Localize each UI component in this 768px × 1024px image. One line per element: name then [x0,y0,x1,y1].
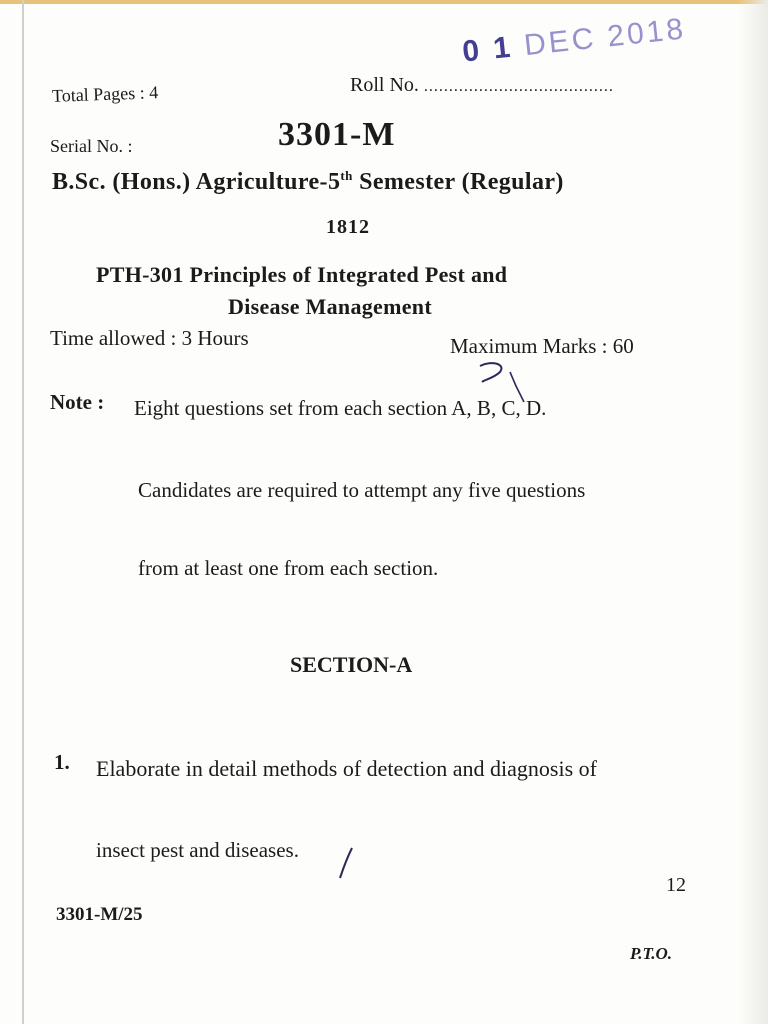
pen-slash-mark-icon [336,846,356,880]
degree-sup: th [340,168,353,183]
note-line-1: Eight questions set from each section A, B, C, D. [134,396,547,420]
note-line-2: Candidates are required to attempt any five questions [138,478,586,502]
course-code: 1812 [326,216,370,238]
course-title-line-2: Disease Management [228,294,432,319]
question-line-2: insect pest and diseases. [96,838,299,862]
date-stamp-day: 0 1 [460,30,515,69]
roll-no-dots: ...................................... [423,78,614,95]
time-allowed: Time allowed : 3 Hours [50,326,249,350]
roll-no-label: Roll No. [350,74,419,96]
date-stamp [461,12,688,69]
roll-no [350,74,614,97]
total-pages: Total Pages : 4 [51,82,159,106]
paper-code: 3301-M [278,116,396,153]
degree-suffix: Semester (Regular) [352,169,564,195]
course-title-line-1: PTH-301 Principles of Integrated Pest and [96,262,508,287]
paper-right-shadow [738,0,768,1024]
please-turn-over: P.T.O. [630,944,673,963]
note-line-3: from at least one from each section. [138,556,439,580]
degree-line [52,168,564,196]
footer-paper-code: 3301-M/25 [56,904,143,925]
paper-top-edge [0,0,768,4]
paper-left-edge [22,0,24,1024]
degree-prefix: B.Sc. (Hons.) Agriculture-5 [52,169,341,195]
question-number: 1. [54,750,70,774]
note-label: Note : [50,390,105,414]
date-stamp-rest: DEC 2018 [522,12,688,63]
question-marks: 12 [666,874,686,896]
maximum-marks: Maximum Marks : 60 [450,334,634,358]
serial-no-label: Serial No. : [50,136,133,156]
section-title: SECTION-A [290,652,413,677]
question-line-1: Elaborate in detail methods of detection and diagnosis of [96,756,597,781]
